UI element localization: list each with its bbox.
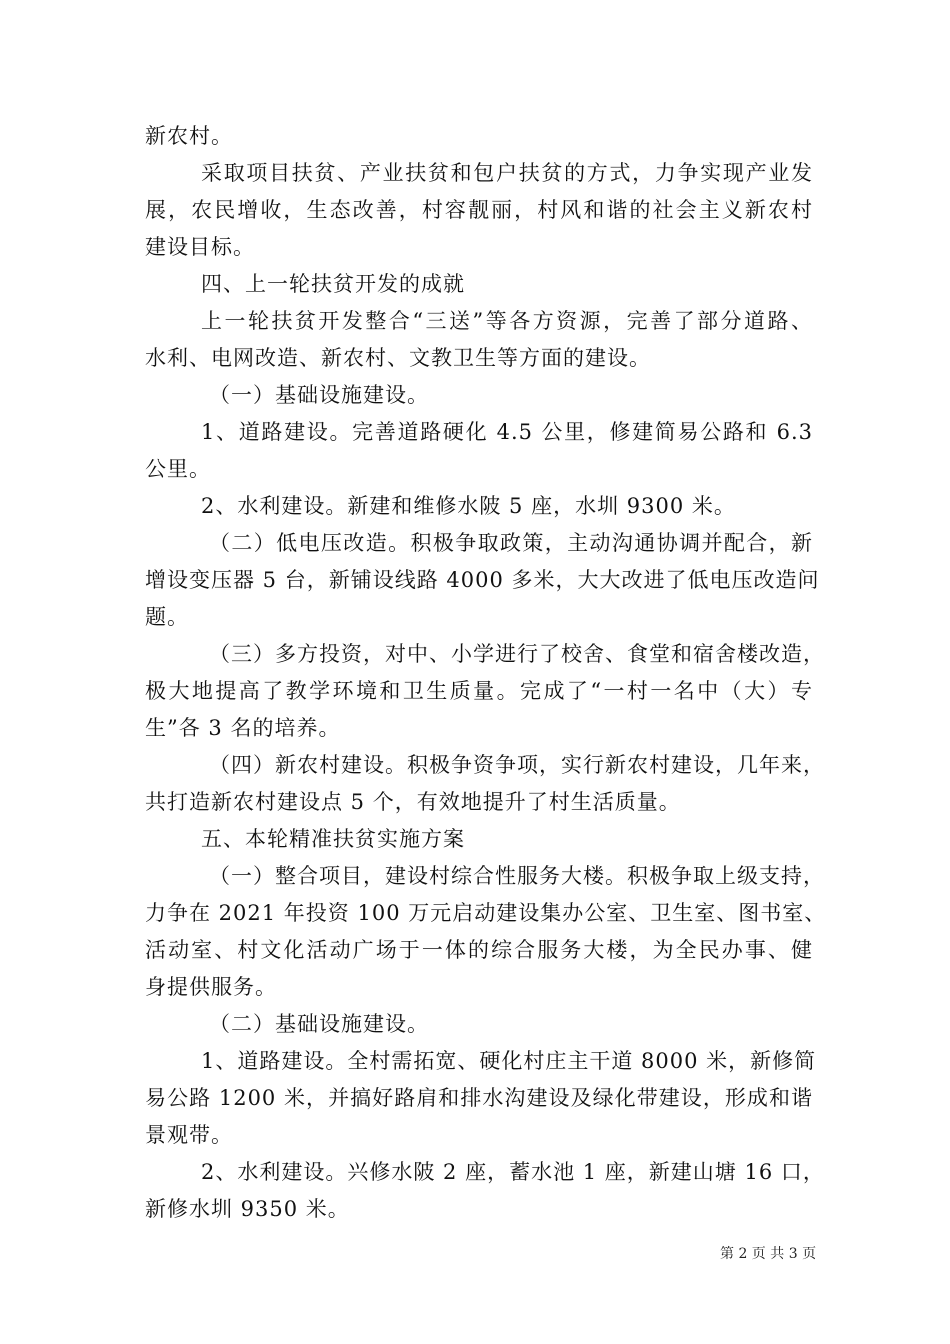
text-line: 2、水利建设。新建和维修水陂 5 座，水圳 9300 米。 [201,494,736,518]
text-line: 极大地提高了教学环境和卫生质量。完成了“一村一名中（大）专 [145,679,813,703]
text-line: 1、道路建设。完善道路硬化 4.5 公里，修建简易公路和 6.3 [201,420,813,444]
text-line: 新修水圳 9350 米。 [145,1197,350,1221]
text-line: 活动室、村文化活动广场于一体的综合服务大楼，为全民办事、健 [145,938,813,962]
text-line: 共打造新农村建设点 5 个，有效地提升了村生活质量。 [145,790,681,814]
text-line: 水利、电网改造、新农村、文教卫生等方面的建设。 [145,346,651,370]
text-line: 增设变压器 5 台，新铺设线路 4000 多米，大大改进了低电压改造问 [145,568,820,592]
text-line: （四）新农村建设。积极争资争项，实行新农村建设，几年来， [209,753,825,777]
text-line: （三）多方投资，对中、小学进行了校舍、食堂和宿舍楼改造， [209,642,825,666]
text-line: 景观带。 [145,1123,233,1147]
text-line: （二）低电压改造。积极争取政策，主动沟通协调并配合，新 [209,531,813,555]
text-line: 展，农民增收，生态改善，村容靓丽，村风和谐的社会主义新农村 [145,198,813,222]
text-line: 建设目标。 [145,235,255,259]
text-line: 上一轮扶贫开发整合“三送”等各方资源，完善了部分道路、 [201,309,813,333]
text-line: 题。 [145,605,189,629]
text-line: 公里。 [145,457,211,481]
text-line: （一）整合项目，建设村综合性服务大楼。积极争取上级支持， [209,864,825,888]
text-line: 身提供服务。 [145,975,277,999]
text-line: 1、道路建设。全村需拓宽、硬化村庄主干道 8000 米，新修简 [201,1049,817,1073]
text-line: 新农村。 [145,124,233,148]
subsection-heading: （一）基础设施建设。 [209,383,429,407]
text-line: 2、水利建设。兴修水陂 2 座，蓄水池 1 座，新建山塘 16 口， [201,1160,825,1184]
page-number-footer: 第 2 页 共 3 页 [720,1246,817,1262]
section-heading: 五、本轮精准扶贫实施方案 [201,827,465,851]
text-line: 力争在 2021 年投资 100 万元启动建设集办公室、卫生室、图书室、 [145,901,827,925]
section-heading: 四、上一轮扶贫开发的成就 [201,272,465,296]
text-line: 生”各 3 名的培养。 [145,716,341,740]
text-line: 易公路 1200 米，并搞好路肩和排水沟建设及绿化带建设，形成和谐 [145,1086,813,1110]
text-line: 采取项目扶贫、产业扶贫和包户扶贫的方式，力争实现产业发 [201,161,813,185]
document-body [145,118,827,1228]
subsection-heading: （二）基础设施建设。 [209,1012,429,1036]
